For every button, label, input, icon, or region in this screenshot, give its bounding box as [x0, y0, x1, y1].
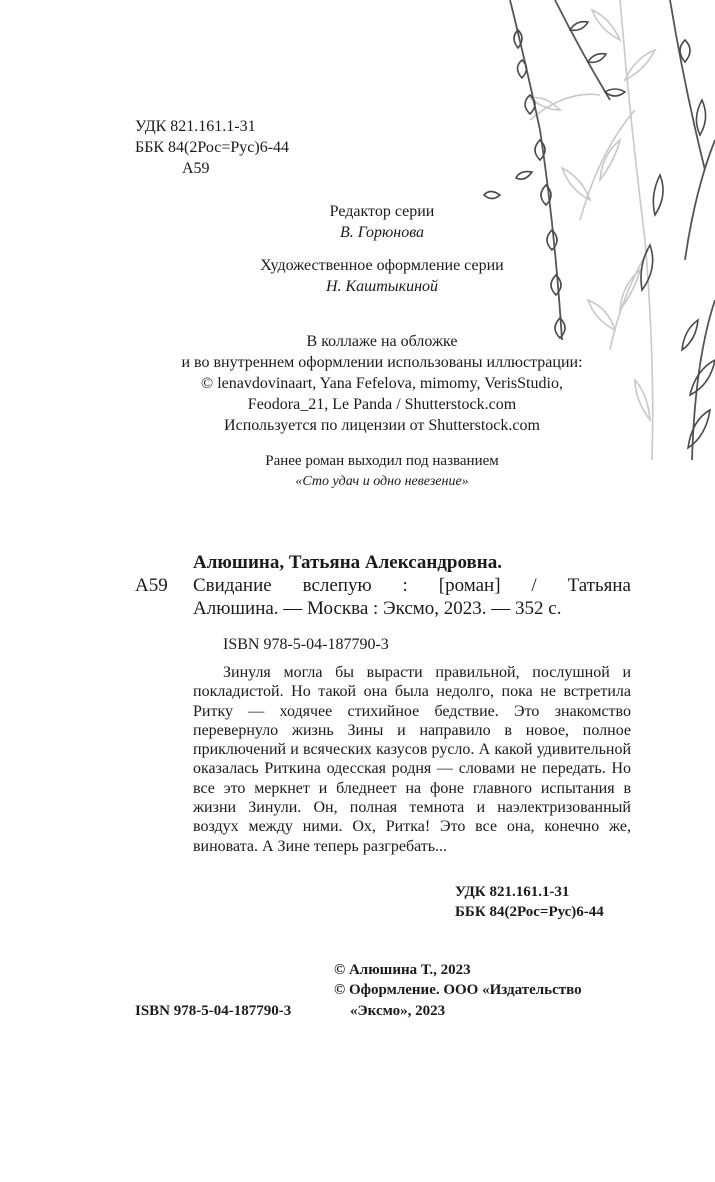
catalog-line-2: Алюшина. — Москва : Эксмо, 2023. — 352 с.	[193, 598, 562, 619]
series-design-label: Художественное оформление серии	[260, 257, 504, 274]
illustrations-line: В коллаже на обложке	[306, 333, 458, 350]
bottom-bbk: ББК 84(2Рос=Рус)6-44	[455, 904, 604, 920]
series-design-name: Н. Каштыкиной	[325, 278, 439, 295]
copyright-isbn: ISBN 978-5-04-187790-3	[135, 1003, 292, 1019]
illustrations-line: и во внутреннем оформлении использованы иллюстрации:	[181, 354, 583, 371]
copyright-author: © Алюшина Т., 2023	[334, 962, 471, 978]
previous-title-label: Ранее роман выходил под названием	[265, 453, 499, 469]
catalog-code: А59	[135, 575, 168, 596]
author-mark: А59	[182, 160, 210, 177]
bbk-code: ББК 84(2Рос=Рус)6-44	[135, 139, 290, 156]
illustrations-line: Feodora_21, Le Panda / Shutterstock.com	[247, 396, 517, 413]
udk-code: УДК 821.161.1-31	[135, 118, 256, 135]
series-editor-name: В. Горюнова	[339, 224, 425, 241]
series-editor-label: Редактор серии	[329, 203, 435, 220]
copyright-design-line-2: «Эксмо», 2023	[350, 1003, 446, 1019]
illustrations-line: Используется по лицензии от Shutterstock.com	[224, 417, 540, 434]
bottom-udk: УДК 821.161.1-31	[455, 884, 570, 900]
illustrations-line: © lenavdovinaart, Yana Fefelova, mimomy, VerisStudio,	[201, 375, 563, 392]
annotation-text: Зинуля могла бы вырасти правильной, послушной и покладистой. Но такой она была недолго, пока не встретила Ритку — ходячее стихийное бедствие. Это знакомство перевернуло жизнь Зины и направило в новое, полное приключений и всяческих казусов русло. А какой удивительной оказалась Риткина одесская родня — словами не передать. Но все это меркнет и бледнеет на фоне главного испытания в жизни Зинули. Он, полная темнота и наэлектризованный воздух между ними. Ох, Ритка! Это все она, конечно же, виновата. А Зине теперь разгребать...	[193, 664, 631, 855]
catalog-isbn: ISBN 978-5-04-187790-3	[223, 636, 389, 653]
catalog-line-1: Свидание вслепую : [роман] / Татьяна	[193, 575, 631, 596]
annotation	[193, 663, 631, 856]
previous-title: «Сто удач и одно невезение»	[295, 474, 469, 489]
copyright-design-line-1: © Оформление. ООО «Издательство	[334, 982, 582, 998]
catalog-author: Алюшина, Татьяна Александровна.	[193, 552, 502, 573]
